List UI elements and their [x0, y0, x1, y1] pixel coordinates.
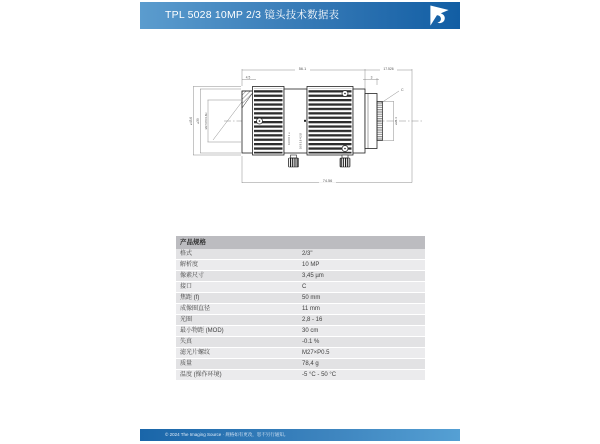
- dim-length-label: 56.1: [298, 66, 307, 71]
- row-label: 焦距 (f): [180, 295, 200, 301]
- row-value: 30 cm: [302, 328, 319, 334]
- page-title: TPL 5028 10MP 2/3 镜头技术数据表: [165, 9, 340, 21]
- row-value: 50 mm: [302, 295, 321, 301]
- row-label: 像素尺寸: [180, 273, 205, 279]
- row-value: 2,8 - 16: [302, 317, 323, 323]
- lens-technical-drawing: [180, 55, 430, 195]
- thumbscrew-left: [289, 158, 299, 167]
- row-label: 滤光片螺纹: [180, 350, 211, 356]
- row-label: 解析度: [180, 262, 199, 268]
- cmount-thread: [377, 102, 383, 141]
- dim-total-label: 74.56: [322, 178, 333, 183]
- footer-text: © 2024 The Imaging Source · 规格如有更改，恕不另行通知。: [165, 432, 289, 437]
- mount-type-label: C: [401, 88, 404, 92]
- table-row: [176, 315, 425, 326]
- imaging-source-bird-icon: [428, 4, 451, 27]
- row-value: 3,45 µm: [302, 273, 324, 279]
- row-value: -5 °C - 50 °C: [302, 372, 337, 378]
- spec-table: [176, 236, 425, 381]
- row-value: M27×P0.5: [302, 350, 330, 356]
- dim-ffd-label: 17.526: [383, 66, 394, 71]
- row-label: 质量: [180, 361, 193, 367]
- table-row: [176, 282, 425, 293]
- table-row: [176, 337, 425, 348]
- row-label: 失真: [180, 339, 193, 345]
- table-row: [176, 293, 425, 304]
- dia-outer-label: ⌀43.6: [189, 116, 193, 126]
- table-row: [176, 370, 425, 381]
- table-row: [176, 249, 425, 260]
- lens-body-outline: [242, 87, 383, 168]
- row-value: 2/3": [302, 251, 313, 257]
- thumbscrew-right: [340, 158, 350, 167]
- dim-front-label: 4.5: [245, 75, 251, 80]
- table-row: [176, 271, 425, 282]
- rear-collar: [353, 89, 365, 153]
- filter-thread-label: M27×P0.5-6H: [204, 112, 208, 130]
- row-label: 成像圈直径: [180, 306, 211, 312]
- row-label: 格式: [180, 251, 193, 257]
- scale-index-mark: [304, 120, 306, 122]
- table-row: [176, 326, 425, 337]
- table-row: [176, 304, 425, 315]
- row-label: 温度 (操作环境): [180, 372, 222, 378]
- cmount-flange: [365, 94, 377, 149]
- dim-step-label: 3: [370, 75, 373, 80]
- row-value: C: [302, 284, 307, 290]
- iris-scale-label: 16 8 5.6 4 2.8: [299, 133, 303, 149]
- header-bar: [140, 2, 460, 29]
- row-value: -0.1 %: [302, 339, 320, 345]
- spec-table-title: 产品规格: [176, 236, 425, 249]
- dia-body-label: ⌀39: [196, 118, 201, 124]
- row-value: 78,4 g: [302, 361, 319, 367]
- row-label: 接口: [180, 284, 193, 290]
- spec-table-body: [176, 249, 425, 381]
- table-row: [176, 260, 425, 271]
- row-value: 11 mm: [302, 306, 320, 312]
- footer-bar: [140, 429, 460, 441]
- table-row: [176, 359, 425, 370]
- row-label: 最小物距 (MOD): [180, 328, 224, 334]
- focus-scale-label: 0.3 0.5 1 ∞: [288, 132, 291, 145]
- row-label: 光圈: [180, 317, 193, 323]
- datasheet-page: [140, 0, 460, 444]
- dia-mount-label: ⌀25.4: [393, 117, 398, 125]
- table-row: [176, 348, 425, 359]
- row-value: 10 MP: [302, 262, 320, 268]
